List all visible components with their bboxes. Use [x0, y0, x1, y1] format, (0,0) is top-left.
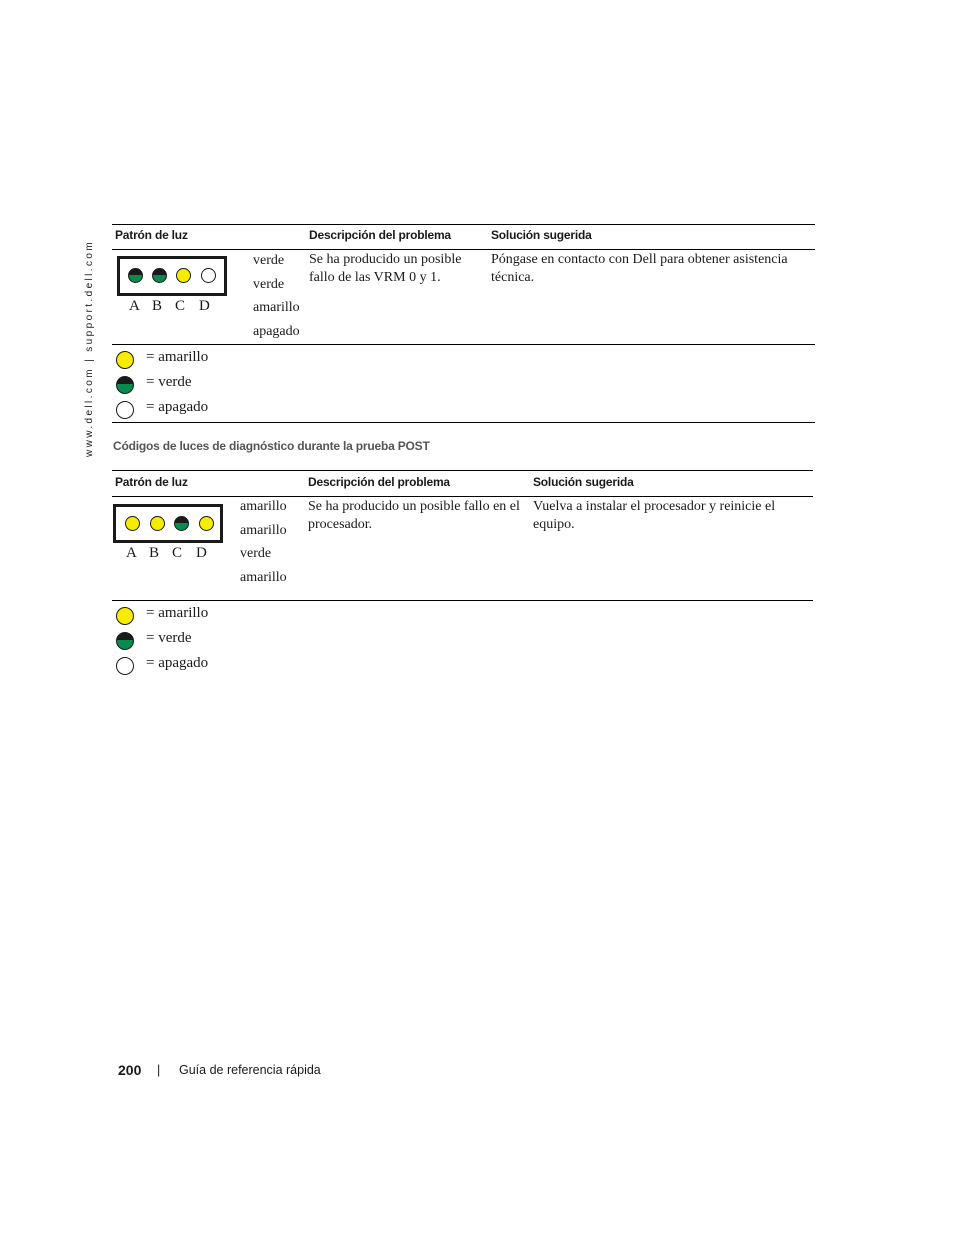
table1-state-a: verde [253, 253, 285, 268]
legend1-yellow-swatch [116, 351, 134, 369]
table1-led-c [176, 268, 191, 283]
table1-header-pattern: Patrón de luz [115, 228, 188, 242]
table1-state-c: amarillo [253, 300, 300, 315]
table1-states [253, 249, 300, 343]
legend1-yellow-label: = amarillo [146, 349, 209, 365]
legend2-yellow-label: = amarillo [146, 605, 209, 621]
table1-letter-c: C [175, 298, 186, 314]
legend1-off-label: = apagado [146, 399, 209, 415]
sidebar-url: www.dell.com | support.dell.com [84, 239, 95, 457]
table2-header-pattern: Patrón de luz [115, 475, 188, 489]
footer-separator: | [157, 1063, 161, 1077]
table2-header-description: Descripción del problema [308, 475, 450, 489]
table-caption: Códigos de luces de diagnóstico durante la prueba POST [113, 439, 430, 453]
table1-solution: Póngase en contacto con Dell para obtener asistencia técnica. [491, 252, 788, 285]
table1-letter-a: A [129, 298, 140, 314]
table2-led-panel [113, 504, 223, 543]
table2-led-a [125, 516, 140, 531]
table2-led-c [174, 516, 189, 531]
table2-top-rule [112, 470, 813, 471]
page-number: 200 [118, 1062, 142, 1078]
table1-header-description: Descripción del problema [309, 228, 451, 242]
table1-letter-b: B [152, 298, 163, 314]
legend1-green-label: = verde [146, 374, 192, 390]
table2-header-solution: Solución sugerida [533, 475, 634, 489]
table1-bottom-rule [112, 422, 815, 423]
table2-letter-c: C [172, 545, 183, 561]
table1-header-rule [112, 249, 815, 250]
table2-letter-d: D [196, 545, 207, 561]
legend1-green-swatch [116, 376, 134, 394]
table2-state-a: amarillo [240, 499, 287, 514]
table2-led-d [199, 516, 214, 531]
table2-led-b [150, 516, 165, 531]
table2-states [240, 495, 287, 589]
table1-state-d: apagado [253, 323, 300, 339]
table1-row-rule [112, 344, 815, 345]
table1-state-b: verde [253, 276, 285, 292]
legend2-off-label: = apagado [146, 655, 209, 671]
table2-letter-b: B [149, 545, 160, 561]
table2-solution: Vuelva a instalar el procesador y reinicie el equipo. [533, 499, 776, 532]
table2-header-rule [112, 496, 813, 497]
legend2-green-swatch [116, 632, 134, 650]
table2-state-b: amarillo [240, 522, 287, 538]
legend1-off-swatch [116, 401, 134, 419]
table2-row-rule [112, 600, 813, 601]
table1-led-d [201, 268, 216, 283]
table2-state-c: verde [240, 546, 272, 561]
table1-letter-d: D [199, 298, 210, 314]
table1-header-solution: Solución sugerida [491, 228, 592, 242]
table1-description: Se ha producido un posible fallo de las VRM 0 y 1. [309, 252, 462, 285]
table2-state-d: amarillo [240, 569, 287, 585]
footer-title: Guía de referencia rápida [179, 1063, 321, 1077]
table2-letter-a: A [126, 545, 137, 561]
legend2-off-swatch [116, 657, 134, 675]
table1-led-b [152, 268, 167, 283]
table2-description: Se ha producido un posible fallo en el procesador. [308, 499, 520, 532]
table1-led-a [128, 268, 143, 283]
table1-top-rule [112, 224, 815, 225]
legend2-green-label: = verde [146, 630, 192, 646]
legend2-yellow-swatch [116, 607, 134, 625]
table1-led-panel [117, 256, 227, 296]
